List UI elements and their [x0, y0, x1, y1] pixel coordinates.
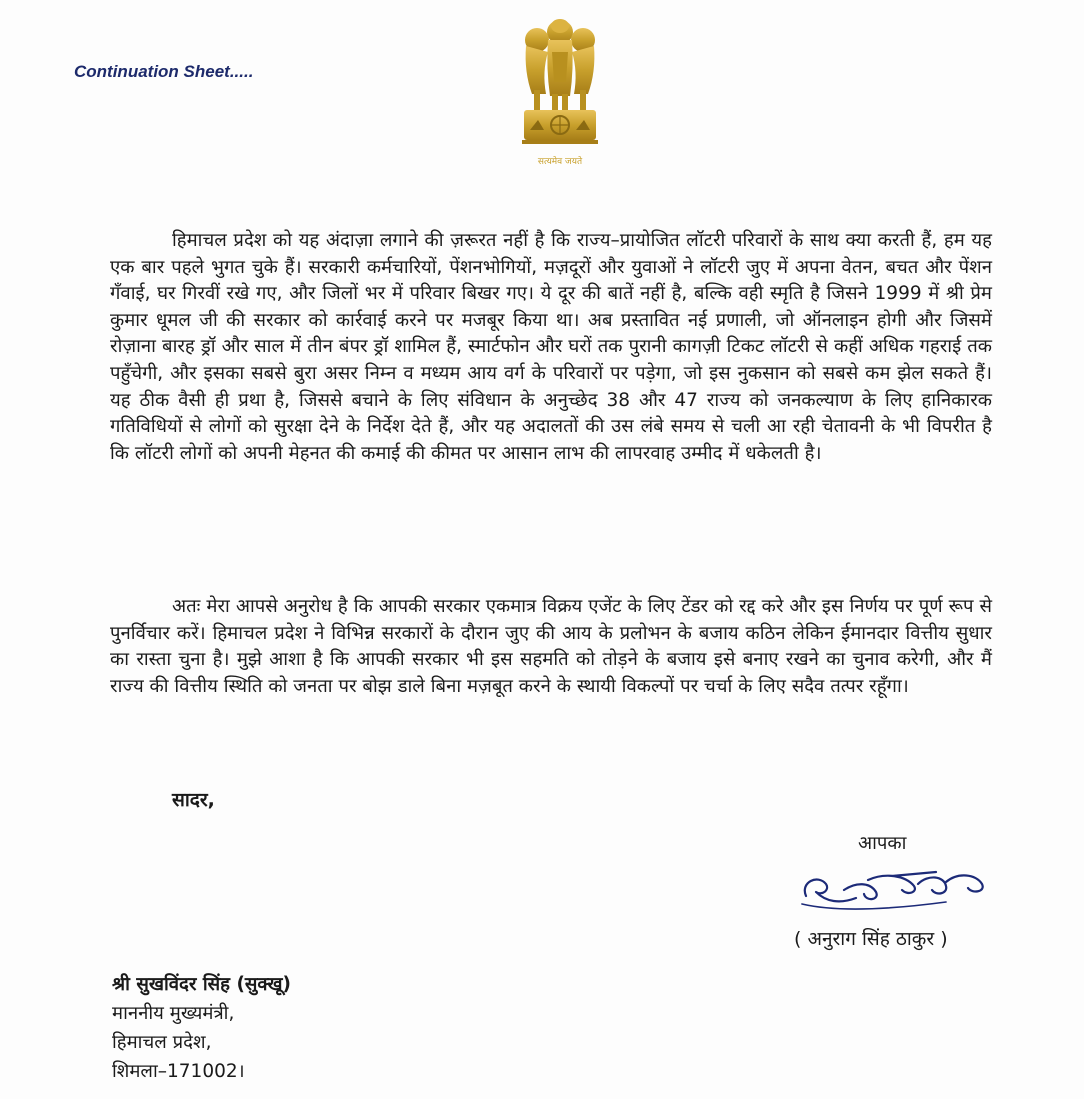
state-emblem-icon — [512, 12, 608, 172]
emblem-motto: सत्यमेव जयते — [537, 157, 583, 167]
addressee-city: शिमला–171002। — [112, 1061, 245, 1082]
addressee-state: हिमाचल प्रदेश, — [112, 1032, 212, 1053]
closing: आपका — [858, 833, 907, 854]
letter-paragraph-1: हिमाचल प्रदेश को यह अंदाज़ा लगाने की ज़रूरत नहीं है कि राज्य–प्रायोजित लॉटरी परिवारों के साथ क्या करती हैं, हम यह एक बार पहले भुगत चुके हैं। सरकारी कर्मचारियों, पेंशनभोगियों, मज़दूरों और युवाओं ने लॉटरी जुए में अपना वेतन, बचत और पेंशन गँवाई, घर गिरवीं रखे गए, और जिलों भर में परिवार बिखर गए। ये दूर की बातें नहीं है, बल्कि वही स्मृति है जिसने 1999 में श्री प्रेम कुमार धूमल जी की सरकार को कार्रवाई करने पर मजबूर किया था। अब प्रस्तावित नई प्रणाली, जो ऑनलाइन होगी और जिसमें रोज़ाना बारह ड्रॉ और साल में तीन बंपर ड्रॉ शामिल हैं, स्मार्टफोन और घरों तक पुरानी कागज़ी टिकट लॉटरी से कहीं अधिक गहराई तक पहुँचेगी, और इसका सबसे बुरा असर निम्न व मध्यम आय वर्ग के परिवारों पर पड़ेगा, जो इस नुकसान को सबसे कम झेल सकते हैं। यह ठीक वैसी ही प्रथा है, जिससे बचाने के लिए संविधान के अनुच्छेद 38 और 47 राज्य को जनकल्याण के लिए हानिकारक गतिविधियों से लोगों को सुरक्षा देने के निर्देश देते हैं, और यह अदालतों की उस लंबे समय से चली आ रही चेतावनी के भी विपरीत है कि लॉटरी लोगों को अपनी मेहनत की कमाई की कीमत पर आसान लाभ की लापरवाह उम्मीद में धकेलती है। — [110, 230, 992, 464]
salutation: सादर, — [172, 789, 215, 811]
signer-name: ( अनुराग सिंह ठाकुर ) — [794, 928, 948, 950]
letter-paragraph-2: अतः मेरा आपसे अनुरोध है कि आपकी सरकार एकमात्र विक्रय एजेंट के लिए टेंडर को रद्द करे और इस निर्णय पर पूर्ण रूप से पुनर्विचार करें। हिमाचल प्रदेश ने विभिन्न सरकारों के दौरान जुए की आय के प्रलोभन के बजाय कठिन लेकिन ईमानदार वित्तीय सुधार का रास्ता चुना है। मुझे आशा है कि आपकी सरकार भी इस सहमति को तोड़ने के बजाय इसे बनाए रखने का चुनाव करेगी, और मैं राज्य की वित्तीय स्थिति को जनता पर बोझ डाले बिना मज़बूत करने के स्थायी विकल्पों पर चर्चा के लिए सदैव तत्पर रहूँगा। — [110, 596, 992, 697]
addressee-name: श्री सुखविंदर सिंह (सुक्खू) — [112, 974, 291, 995]
addressee-designation: माननीय मुख्यमंत्री, — [112, 1003, 235, 1024]
continuation-sheet-label: Continuation Sheet..... — [74, 62, 254, 81]
handwritten-signature — [796, 862, 996, 918]
addressee-block — [112, 970, 291, 1086]
